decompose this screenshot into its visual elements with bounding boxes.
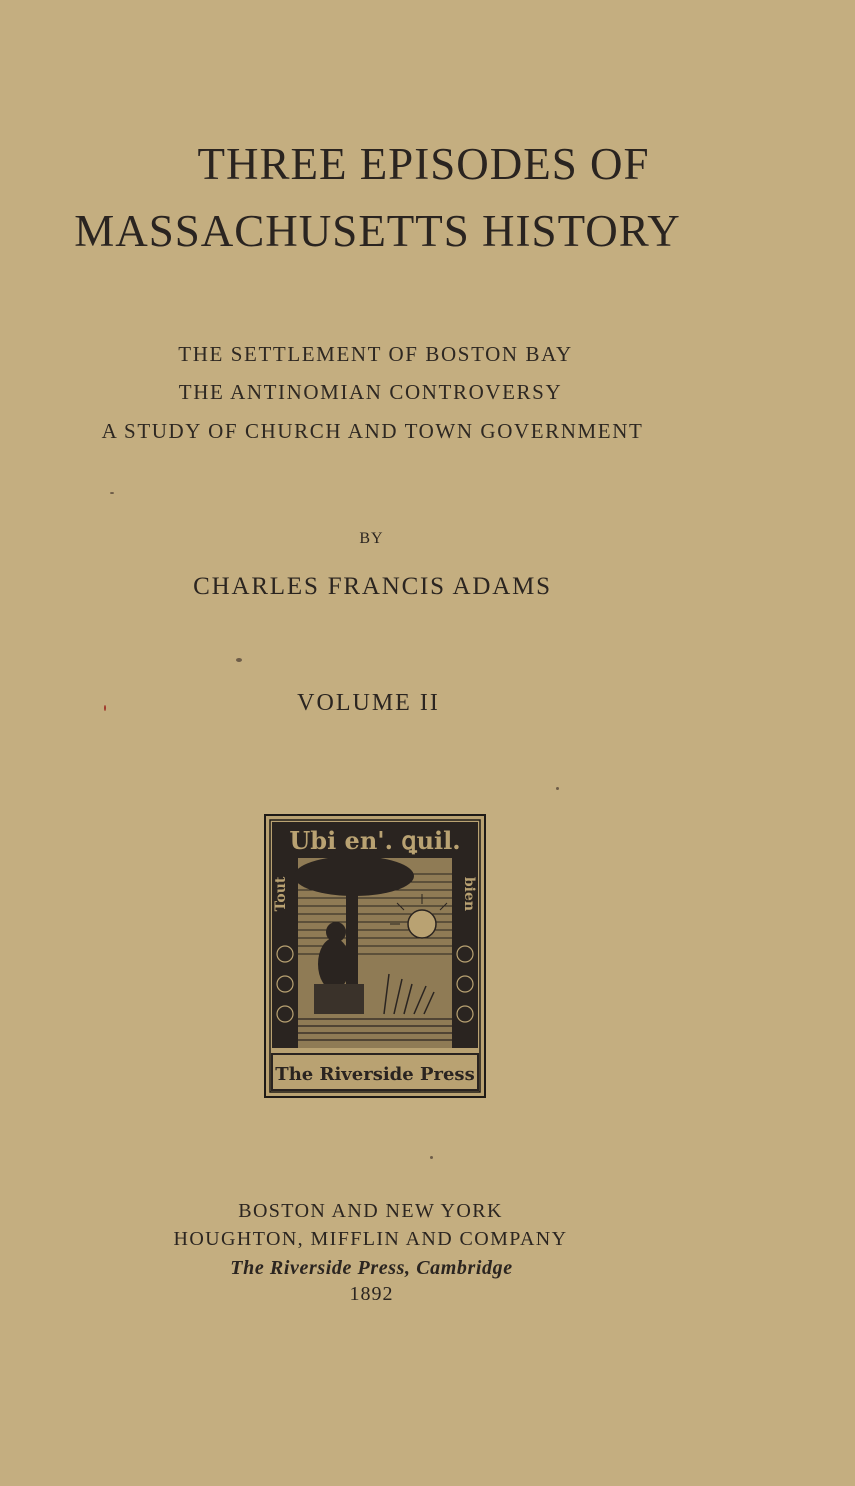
subtitle-3: A STUDY OF CHURCH AND TOWN GOVERNMENT: [101, 419, 644, 443]
subtitle-2: THE ANTINOMIAN CONTROVERSY: [178, 380, 563, 404]
book-title-line-2: MASSACHUSETTS HISTORY: [74, 206, 681, 256]
author-name: CHARLES FRANCIS ADAMS: [193, 573, 552, 600]
paper-speck: [556, 787, 559, 790]
imprint-year: 1892: [349, 1283, 394, 1305]
imprint-publisher: HOUGHTON, MIFFLIN AND COMPANY: [173, 1228, 568, 1250]
emblem-top-banner: Ubi en'. ꝗuil.: [289, 826, 461, 855]
paper-speck: [110, 492, 114, 494]
volume-number: VOLUME II: [297, 690, 440, 716]
imprint-press: The Riverside Press, Cambridge: [230, 1257, 513, 1279]
paper-speck: [104, 705, 106, 711]
byline: BY: [359, 530, 384, 547]
emblem-bottom-banner: The Riverside Press: [275, 1064, 475, 1085]
riverside-press-printers-mark-icon: [264, 814, 486, 1098]
imprint-cities: BOSTON AND NEW YORK: [238, 1200, 503, 1222]
paper-speck: [430, 1156, 433, 1159]
paper-speck: [236, 658, 242, 662]
subtitle-1: THE SETTLEMENT OF BOSTON BAY: [178, 342, 573, 366]
book-title-line-1: THREE EPISODES OF: [197, 139, 650, 189]
svg-text:Tout: Tout: [273, 876, 289, 912]
svg-text:bien: bien: [461, 876, 477, 912]
